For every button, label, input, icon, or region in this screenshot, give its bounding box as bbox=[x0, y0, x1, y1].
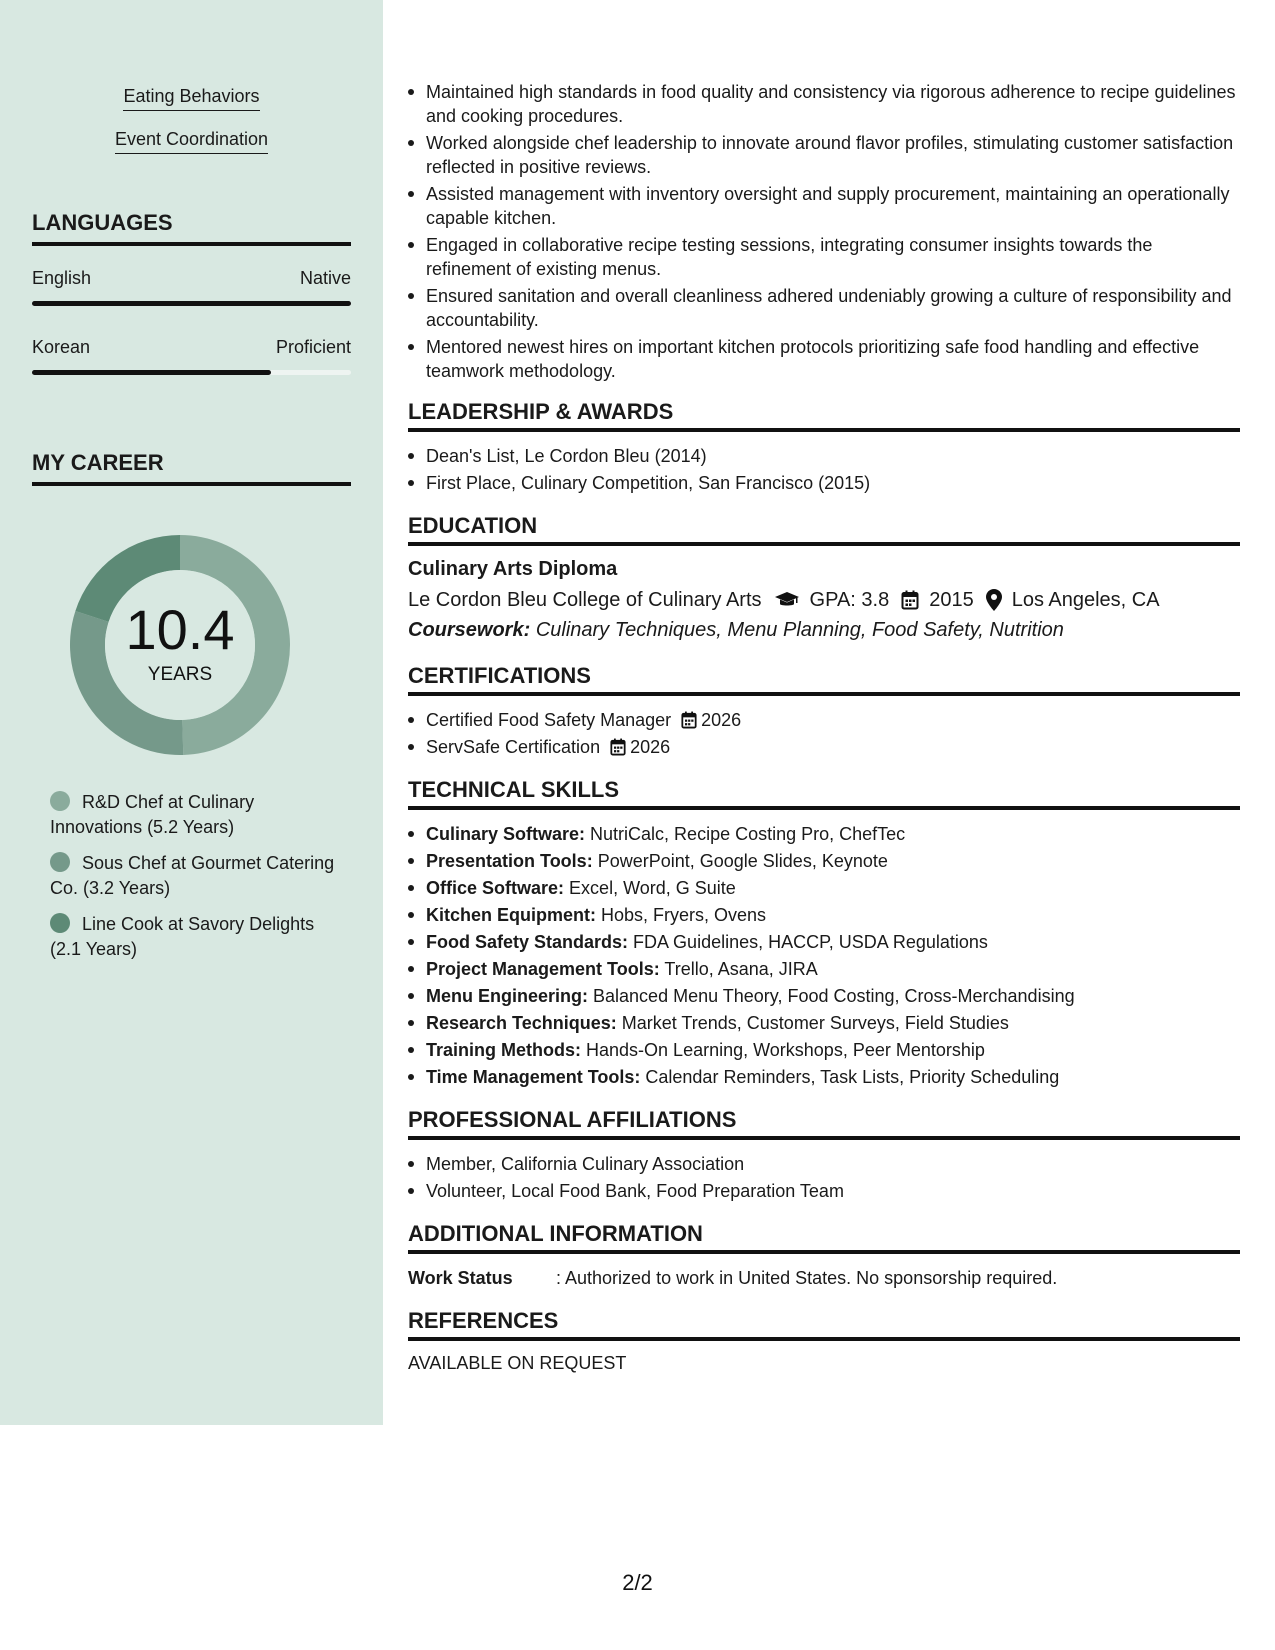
references-text: AVAILABLE ON REQUEST bbox=[408, 1353, 627, 1373]
skill-value: Calendar Reminders, Task Lists, Priority Scheduling bbox=[645, 1067, 1060, 1087]
coursework-text: Culinary Techniques, Menu Planning, Food Safety, Nutrition bbox=[535, 619, 1064, 641]
leadership-heading: LEADERSHIP & AWARDS bbox=[408, 399, 1240, 432]
languages-heading: LANGUAGES bbox=[32, 210, 351, 246]
career-donut-chart bbox=[65, 530, 295, 760]
certification-year: 2026 bbox=[701, 710, 742, 730]
experience-bullet: Maintained high standards in food quality and consistency via rigorous adherence to recipe guidelines and cooking procedures. bbox=[426, 80, 1240, 128]
language-bar-fill bbox=[32, 301, 351, 306]
skill-item bbox=[426, 903, 1240, 927]
calendar-icon bbox=[901, 590, 919, 610]
language-name: English bbox=[32, 268, 92, 288]
skill-item bbox=[426, 930, 1240, 954]
leadership-item: First Place, Culinary Competition, San Francisco (2015) bbox=[426, 471, 1240, 495]
references-heading: REFERENCES bbox=[408, 1308, 1240, 1341]
work-status-row bbox=[408, 1266, 1240, 1290]
skill-item bbox=[426, 957, 1240, 981]
experience-bullet: Ensured sanitation and overall cleanliness adhered undeniably growing a culture of responsibility and accountability. bbox=[426, 284, 1240, 332]
certification-name: Certified Food Safety Manager bbox=[426, 710, 672, 730]
experience-bullet: Mentored newest hires on important kitchen protocols prioritizing safe food handling and effective teamwork methodology. bbox=[426, 335, 1240, 383]
affiliations-heading: PROFESSIONAL AFFILIATIONS bbox=[408, 1107, 1240, 1140]
work-status-value: : Authorized to work in United States. No sponsorship required. bbox=[556, 1268, 1058, 1288]
experience-bullet: Engaged in collaborative recipe testing sessions, integrating consumer insights towards the refinement of existing menus. bbox=[426, 233, 1240, 281]
career-item-text: Sous Chef at Gourmet Catering Co. (3.2 Years) bbox=[50, 853, 335, 898]
skill-link-event-coordination[interactable]: Event Coordination bbox=[115, 129, 268, 154]
experience-bullets bbox=[408, 80, 1240, 383]
career-item bbox=[50, 851, 340, 901]
career-heading: MY CAREER bbox=[32, 450, 351, 486]
skill-label: Research Techniques: bbox=[426, 1013, 617, 1033]
language-bar bbox=[32, 301, 351, 306]
skill-item bbox=[426, 1065, 1240, 1089]
language-level: Native bbox=[299, 268, 351, 288]
language-bar-fill bbox=[32, 370, 271, 375]
certification-item bbox=[426, 708, 1240, 732]
education-gpa: GPA: 3.8 bbox=[809, 589, 890, 611]
career-total-years: 10.4 bbox=[125, 598, 235, 661]
language-english bbox=[32, 268, 351, 306]
skill-item bbox=[426, 876, 1240, 900]
career-item-text: R&D Chef at Culinary Innovations (5.2 Years) bbox=[50, 792, 255, 837]
affiliation-item: Member, California Culinary Association bbox=[426, 1152, 1240, 1176]
education-degree: Culinary Arts Diploma bbox=[408, 558, 618, 580]
graduation-cap-icon bbox=[774, 591, 800, 609]
skill-label: Menu Engineering: bbox=[426, 986, 588, 1006]
skill-item bbox=[426, 1011, 1240, 1035]
skill-link-eating-behaviors[interactable]: Eating Behaviors bbox=[123, 86, 259, 111]
education-school: Le Cordon Bleu College of Culinary Arts bbox=[408, 589, 762, 611]
skill-value: Hands-On Learning, Workshops, Peer Mentorship bbox=[586, 1040, 985, 1060]
career-item bbox=[50, 912, 340, 962]
career-years-unit: YEARS bbox=[147, 664, 213, 685]
skill-label: Training Methods: bbox=[426, 1040, 581, 1060]
skill-value: FDA Guidelines, HACCP, USDA Regulations bbox=[633, 932, 988, 952]
leadership-list bbox=[408, 444, 1240, 495]
skill-label: Presentation Tools: bbox=[426, 851, 593, 871]
skill-label: Office Software: bbox=[426, 878, 565, 898]
language-level: Proficient bbox=[275, 337, 351, 357]
page-number: 2/2 bbox=[622, 1570, 653, 1595]
education-heading: EDUCATION bbox=[408, 513, 1240, 546]
skill-label: Culinary Software: bbox=[426, 824, 586, 844]
skill-label: Kitchen Equipment: bbox=[426, 905, 596, 925]
skill-item bbox=[426, 822, 1240, 846]
skill-value: Trello, Asana, JIRA bbox=[664, 959, 818, 979]
career-item-text: Line Cook at Savory Delights (2.1 Years) bbox=[50, 914, 315, 959]
affiliation-item: Volunteer, Local Food Bank, Food Preparation Team bbox=[426, 1179, 1240, 1203]
technical-skills-heading: TECHNICAL SKILLS bbox=[408, 777, 1240, 810]
skill-links bbox=[0, 86, 383, 172]
skill-value: Hobs, Fryers, Ovens bbox=[601, 905, 767, 925]
certifications-list bbox=[408, 708, 1240, 759]
certification-item bbox=[426, 735, 1240, 759]
skill-label: Food Safety Standards: bbox=[426, 932, 629, 952]
skill-label: Project Management Tools: bbox=[426, 959, 660, 979]
language-bar bbox=[32, 370, 351, 375]
work-status-label: Work Status bbox=[408, 1268, 513, 1288]
legend-dot-icon bbox=[50, 791, 70, 811]
coursework-label: Coursework: bbox=[408, 619, 531, 641]
skill-item bbox=[426, 1038, 1240, 1062]
experience-bullet: Assisted management with inventory oversight and supply procurement, maintaining an operationally capable kitchen. bbox=[426, 182, 1240, 230]
sidebar bbox=[0, 0, 383, 1425]
calendar-icon bbox=[681, 711, 697, 729]
career-item bbox=[50, 790, 340, 840]
skill-item bbox=[426, 849, 1240, 873]
education-coursework bbox=[408, 615, 1240, 645]
certifications-heading: CERTIFICATIONS bbox=[408, 663, 1240, 696]
skill-value: PowerPoint, Google Slides, Keynote bbox=[597, 851, 888, 871]
education-details bbox=[408, 585, 1240, 615]
affiliations-list bbox=[408, 1152, 1240, 1203]
certification-year: 2026 bbox=[630, 737, 671, 757]
education-location: Los Angeles, CA bbox=[1011, 589, 1160, 611]
skill-value: Balanced Menu Theory, Food Costing, Cross-Merchandising bbox=[593, 986, 1075, 1006]
education-year: 2015 bbox=[929, 589, 974, 611]
main-content bbox=[408, 80, 1240, 1374]
language-name: Korean bbox=[32, 337, 91, 357]
skill-value: Excel, Word, G Suite bbox=[569, 878, 736, 898]
experience-bullet: Worked alongside chef leadership to innovate around flavor profiles, stimulating customer satisfaction reflected in positive reviews. bbox=[426, 131, 1240, 179]
skill-label: Time Management Tools: bbox=[426, 1067, 641, 1087]
certification-name: ServSafe Certification bbox=[426, 737, 601, 757]
language-korean bbox=[32, 337, 351, 375]
leadership-item: Dean's List, Le Cordon Bleu (2014) bbox=[426, 444, 1240, 468]
additional-info-heading: ADDITIONAL INFORMATION bbox=[408, 1221, 1240, 1254]
location-pin-icon bbox=[986, 589, 1002, 611]
legend-dot-icon bbox=[50, 852, 70, 872]
skill-item bbox=[426, 984, 1240, 1008]
legend-dot-icon bbox=[50, 913, 70, 933]
skill-value: NutriCalc, Recipe Costing Pro, ChefTec bbox=[590, 824, 906, 844]
career-legend bbox=[50, 790, 340, 973]
technical-skills-list bbox=[408, 822, 1240, 1089]
calendar-icon bbox=[610, 738, 626, 756]
skill-value: Market Trends, Customer Surveys, Field Studies bbox=[621, 1013, 1009, 1033]
